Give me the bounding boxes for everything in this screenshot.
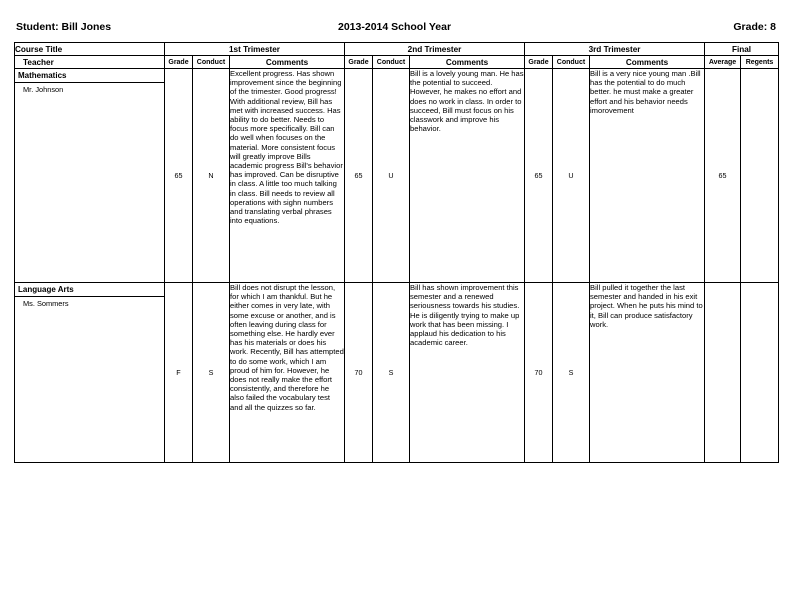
t2-grade: 65 [345,69,373,283]
t2-grade-header: Grade [345,56,373,69]
trimester-1-header: 1st Trimester [165,43,345,56]
grade-level: Grade: 8 [733,21,776,33]
t3-grade: 65 [525,69,553,283]
t1-conduct: N [193,69,230,283]
t1-conduct-header: Conduct [193,56,230,69]
teacher-header: Teacher [15,56,165,69]
final-average: 65 [705,69,741,283]
course-title-header: Course Title [15,43,165,56]
t1-comment: Bill does not disrupt the lesson, for which I am thankful. But he either comes in very late, with some excuse or another, and is often leaving during class for something else. He hardly ever has his materials or does his work. Recently, Bill has attempted to do some work, which I am proud of him for. However, he does not really make the effort consistently, and therefore he also failed the vocabulary test and all the quizzes so far. [230,283,345,463]
t1-conduct: S [193,283,230,463]
t3-grade: 70 [525,283,553,463]
course-title: Language Arts [15,283,164,297]
t1-comments-header: Comments [230,56,345,69]
t1-grade-header: Grade [165,56,193,69]
t2-comment: Bill is a lovely young man. He has the potential to succeed. However, he makes no effort and does no work in class. In order to succeed, Bill must focus on his classwork and improve his behavior. [410,69,525,283]
teacher-name: Ms. Sommers [23,299,69,308]
final-header: Final [705,43,779,56]
t2-comments-header: Comments [410,56,525,69]
teacher-name: Mr. Johnson [23,85,64,94]
student-name: Student: Bill Jones [16,21,112,33]
t1-grade: 65 [165,69,193,283]
average-header: Average [705,56,741,69]
report-card-table [14,42,779,463]
t1-comment: Excellent progress. Has shown improvement since the beginning of the trimester. Good progress! With additional review, Bill has met with increased success. Has ability to do better. Needs to focus more specifically. Bill can do well when focuses on the material. More consistent focus will greatly improve Bills academic progress Bill's behavior has improved. Can be disruptive in class. A little too much talking in class. Bill needs to review all operations with sighn numbers and translating verbal phrases into equations. [230,69,345,283]
final-regents [741,283,779,463]
school-year: 2013-2014 School Year [338,21,452,33]
course-cell [15,283,165,463]
course-cell [15,69,165,283]
course-title: Mathematics [15,69,164,83]
regents-header: Regents [741,56,779,69]
final-regents [741,69,779,283]
t1-grade: F [165,283,193,463]
trimester-3-header: 3rd Trimester [525,43,705,56]
final-average [705,283,741,463]
trimester-2-header: 2nd Trimester [345,43,525,56]
t2-grade: 70 [345,283,373,463]
t3-comment: Bill is a very nice young man .Bill has the potential to do much better. he must make a greater effort and his behavior needs imorovement [590,69,705,283]
t3-conduct: U [553,69,590,283]
course-row-mathematics [15,69,779,283]
t3-conduct: S [553,283,590,463]
t2-comment: Bill has shown improvement this semester and a renewed seriousness towards his studies. He is diligently trying to make up work that has been missing. I applaud his dedication to his academic career. [410,283,525,463]
t2-conduct: S [373,283,410,463]
t2-conduct-header: Conduct [373,56,410,69]
course-row-language-arts [15,283,779,463]
t3-grade-header: Grade [525,56,553,69]
t3-comments-header: Comments [590,56,705,69]
t3-comment: Bill pulled it together the last semester and handed in his exit project. When he puts his mind to it, Bill can produce satisfactory work. [590,283,705,463]
t3-conduct-header: Conduct [553,56,590,69]
t2-conduct: U [373,69,410,283]
